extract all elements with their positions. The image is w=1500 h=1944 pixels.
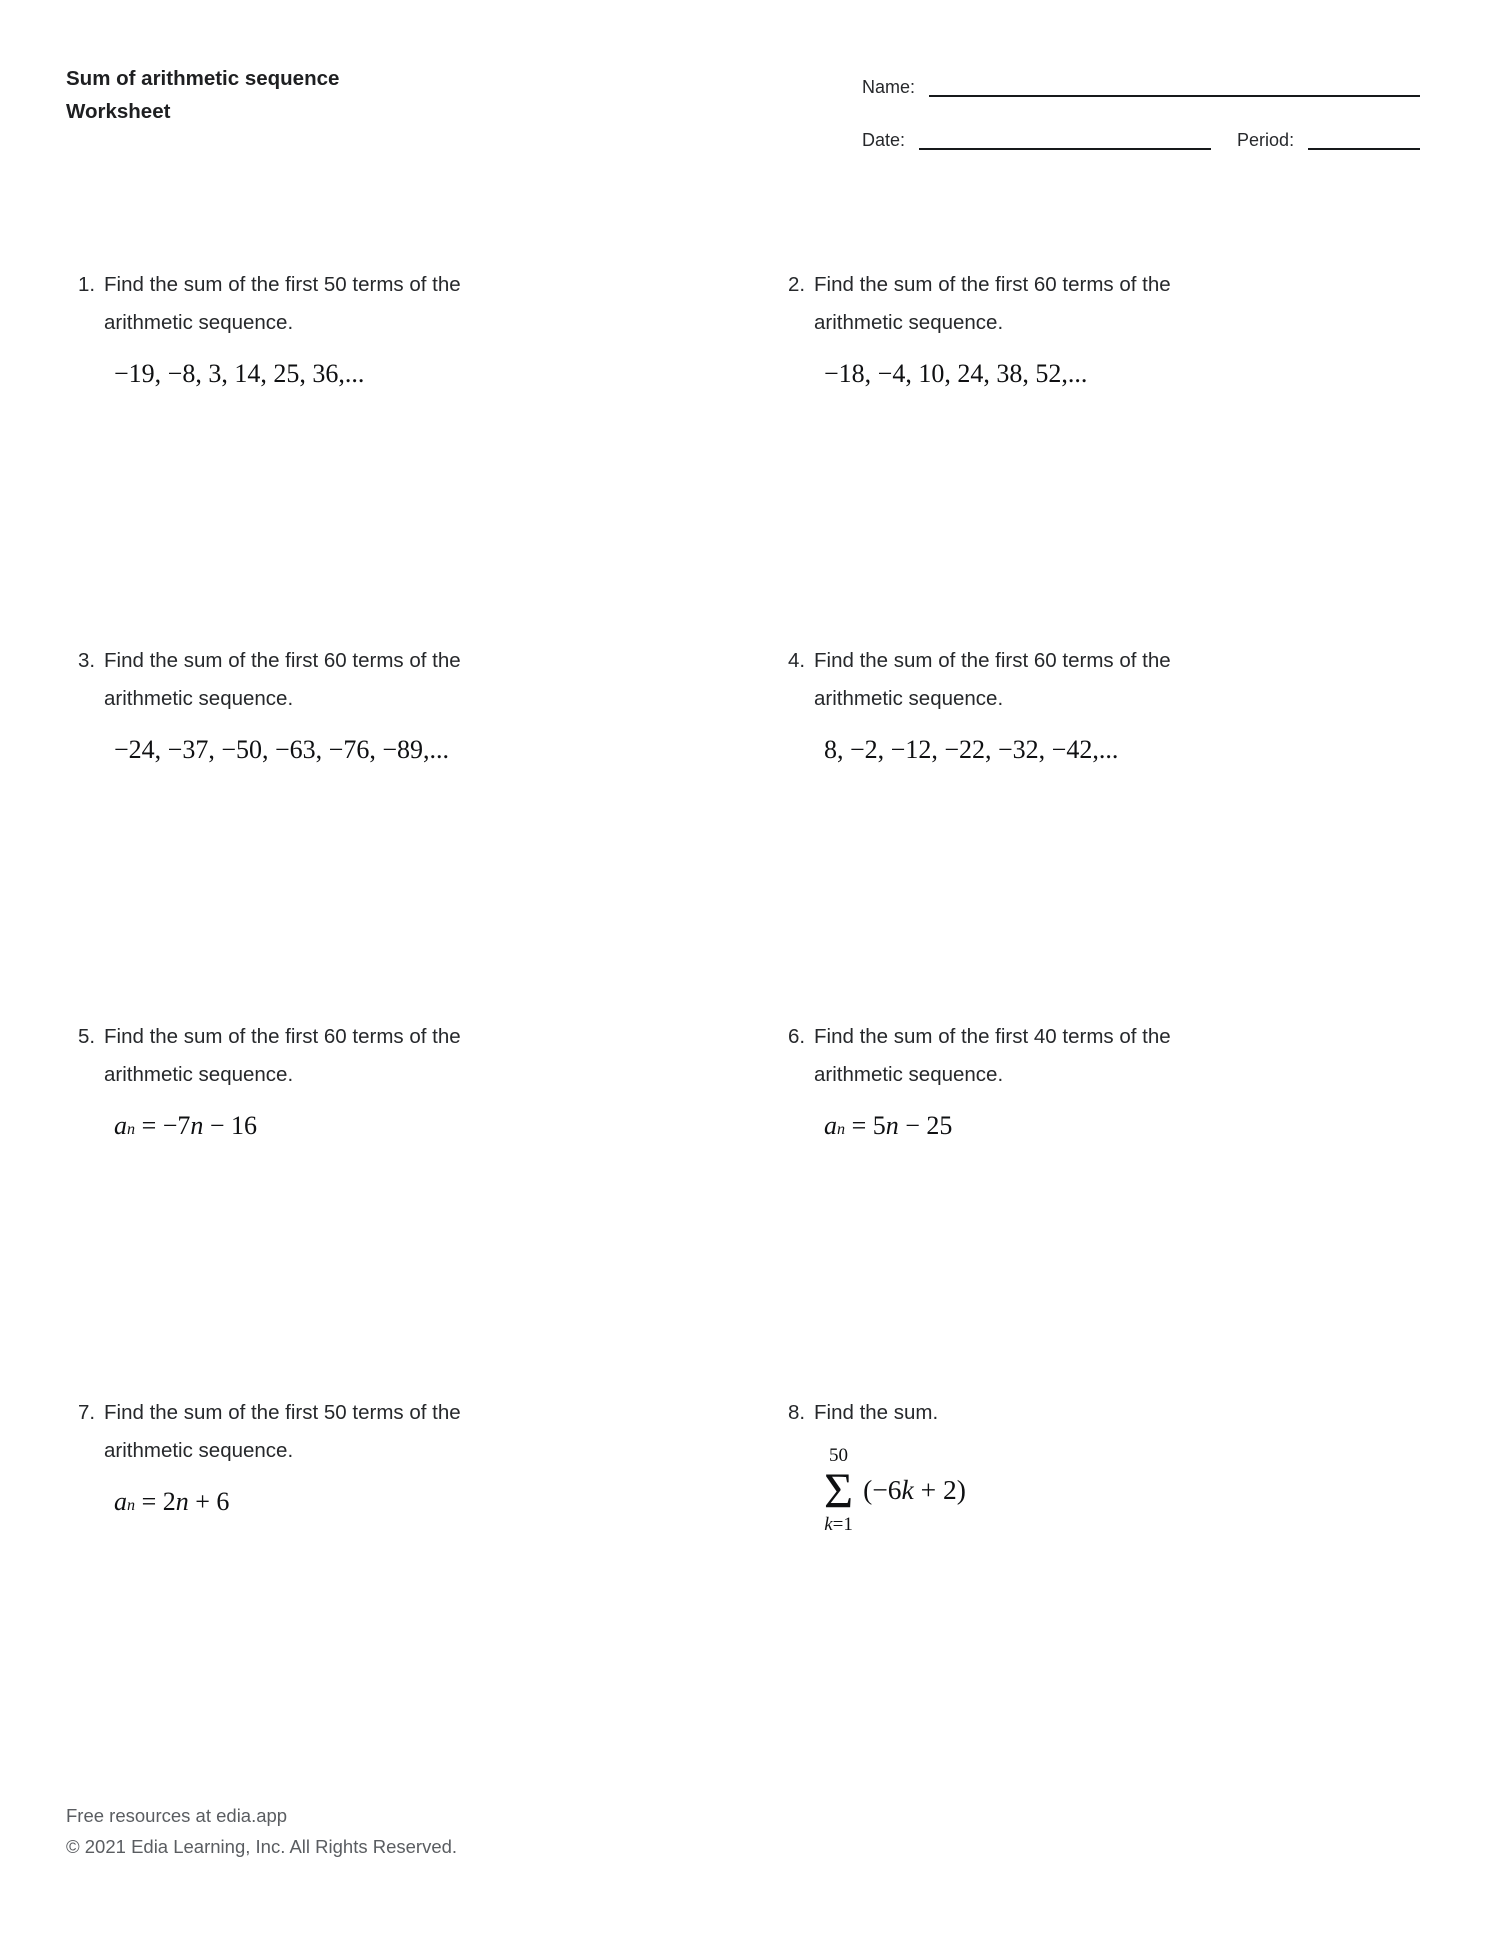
date-period-row <box>862 125 1420 155</box>
name-row <box>862 72 1420 102</box>
prompt-line: Find the sum of the first 50 terms of the <box>104 273 461 296</box>
worksheet-title <box>66 62 339 128</box>
problem-7 <box>78 1394 788 1770</box>
sigma-notation <box>824 1445 1422 1535</box>
date-blank-line <box>919 148 1211 150</box>
formula-math: $a_n = 2n + 6$ <box>114 1487 230 1516</box>
problem-3 <box>78 642 788 1018</box>
problem-1 <box>78 266 788 642</box>
footer-resources-text: Free resources at edia.app <box>66 1805 288 1826</box>
problem-body <box>104 642 788 767</box>
prompt-line: Find the sum of the first 50 terms of the <box>104 1401 461 1424</box>
prompt-line: Find the sum. <box>814 1401 939 1424</box>
problem-body <box>104 1018 788 1143</box>
date-label: Date: <box>862 130 906 150</box>
period-label: Period: <box>1237 130 1295 150</box>
problem-number: 7. <box>78 1401 96 1424</box>
prompt-line: Find the sum of the first 60 terms of the <box>104 649 461 672</box>
problem-8 <box>788 1394 1422 1770</box>
sigma-lower-limit: k=1 <box>824 1514 853 1535</box>
sigma-upper-limit: 50 <box>829 1445 849 1466</box>
problem-number: 6. <box>788 1025 806 1048</box>
sigma-column <box>824 1445 853 1535</box>
prompt-line: Find the sum of the first 40 terms of the <box>814 1025 1171 1048</box>
prompt-line: Find the sum of the first 60 terms of the <box>814 273 1171 296</box>
problem-number: 3. <box>78 649 96 672</box>
problem-body <box>814 642 1422 767</box>
formula-math: $a_n = -7n - 16$ <box>114 1111 258 1140</box>
problem-number: 1. <box>78 273 96 296</box>
problem-number: 2. <box>788 273 806 296</box>
sequence-math: 8, −2, −12, −22, −32, −42,... <box>824 735 1119 764</box>
prompt-line: arithmetic sequence. <box>104 1439 294 1462</box>
problem-body <box>814 1394 1422 1535</box>
title-line-1: Sum of arithmetic sequence <box>66 67 340 90</box>
problem-4 <box>788 642 1422 1018</box>
problem-number: 8. <box>788 1401 806 1424</box>
problem-2 <box>788 266 1422 642</box>
title-line-2: Worksheet <box>66 100 171 123</box>
name-label: Name: <box>862 77 916 97</box>
name-blank-line <box>929 95 1420 97</box>
period-blank-line <box>1308 148 1420 150</box>
prompt-line: arithmetic sequence. <box>104 687 294 710</box>
prompt-line: arithmetic sequence. <box>814 311 1004 334</box>
formula-math: $a_n = 5n - 25$ <box>824 1111 953 1140</box>
student-info-block <box>862 72 1420 155</box>
sigma-symbol: Σ <box>824 1462 854 1518</box>
problem-6 <box>788 1018 1422 1394</box>
prompt-line: Find the sum of the first 60 terms of the <box>814 649 1171 672</box>
footer <box>66 1800 457 1862</box>
problem-body <box>814 1018 1422 1143</box>
sequence-math: −19, −8, 3, 14, 25, 36,... <box>114 359 365 388</box>
problem-body <box>104 1394 788 1519</box>
prompt-line: arithmetic sequence. <box>104 311 294 334</box>
prompt-line: arithmetic sequence. <box>104 1063 294 1086</box>
footer-copyright-text: © 2021 Edia Learning, Inc. All Rights Reserved. <box>66 1836 458 1857</box>
sigma-body: (−6k + 2) <box>863 1474 966 1505</box>
problem-body <box>104 266 788 391</box>
problem-5 <box>78 1018 788 1394</box>
prompt-line: Find the sum of the first 60 terms of the <box>104 1025 461 1048</box>
sequence-math: −18, −4, 10, 24, 38, 52,... <box>824 359 1088 388</box>
problems-grid <box>78 266 1422 1770</box>
prompt-line: arithmetic sequence. <box>814 1063 1004 1086</box>
problem-body <box>814 266 1422 391</box>
problem-number: 5. <box>78 1025 96 1048</box>
problem-number: 4. <box>788 649 806 672</box>
sequence-math: −24, −37, −50, −63, −76, −89,... <box>114 735 449 764</box>
prompt-line: arithmetic sequence. <box>814 687 1004 710</box>
